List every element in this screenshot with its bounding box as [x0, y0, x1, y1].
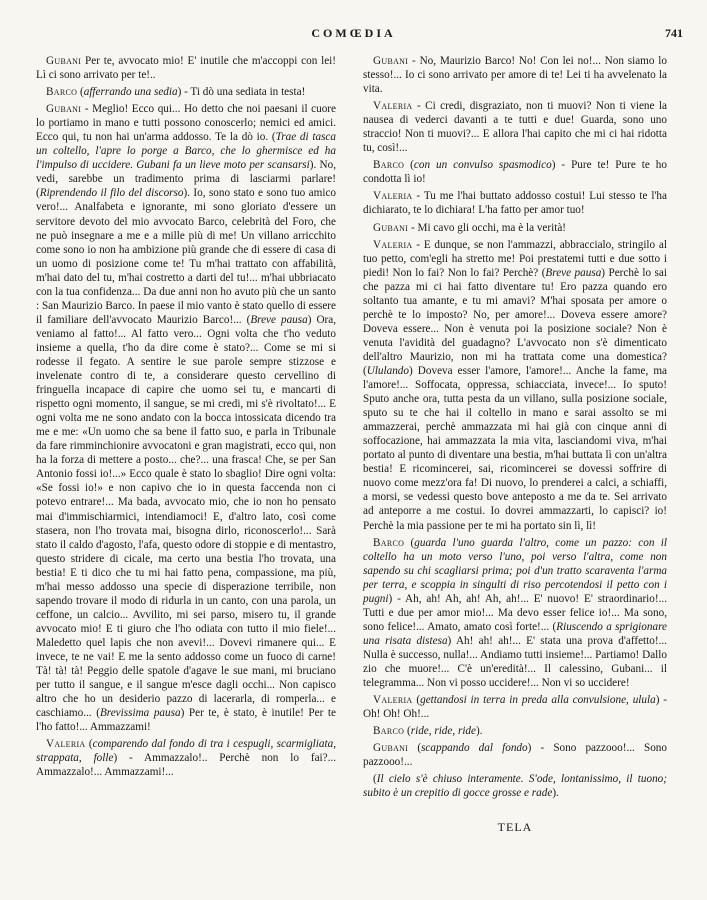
- speaker-name: Barco: [373, 536, 405, 549]
- paragraph: [36, 737, 336, 779]
- dialogue-text: (: [85, 738, 93, 751]
- dialogue-text: ) Ah! ah! ah!... E' stata una prova d'affetto!... Nulla è successo, nulla!... Andiamo tutti insieme!... Partiamo! Dallo zio che muore!... C'è un'eredità!... Il calessino, Gubani... il telegramma... Non vi posso uccidere!... Non vi so uccidere!: [363, 634, 667, 690]
- speaker-name: Valeria: [373, 694, 413, 707]
- paragraph: [36, 85, 336, 99]
- dialogue-text: ) Perchè lo sai che pazza mi ci hai fatto diventare tu! Ero pazza quando ero soltanto tua amante, e tu mi amavi? M'hai sposata per amore o perchè te lo imposto? No, per amore!... Doveva essere amore? Doveva essere... Non è venuta poi la posizione sociale? Non è venuta l'avidità del guadagno? L'avvocato non s'è dimenticato dell'altro Maurizio, non mi ha trattata come una domestica? (: [363, 266, 667, 377]
- dialogue-text: (: [404, 159, 414, 172]
- stage-direction: scappando dal fondo: [421, 742, 528, 755]
- speaker-name: Gubani: [373, 55, 409, 67]
- stage-direction: ride, ride, ride: [410, 725, 476, 738]
- dialogue-text: ).: [476, 725, 483, 738]
- stage-direction: con un convulso spasmodico: [413, 159, 552, 172]
- dialogue-text: ) Per te, è stato, è inutile! Per te l'ho fatto!... Ammazzami!: [36, 707, 336, 734]
- speaker-name: Barco: [373, 725, 405, 738]
- stage-direction: Breve pausa: [545, 266, 602, 279]
- dialogue-text: (: [77, 86, 84, 99]
- stage-direction: Breve pausa: [250, 313, 308, 326]
- paragraph: [363, 189, 667, 217]
- right-column: [363, 54, 667, 834]
- speaker-name: Valeria: [373, 190, 413, 203]
- speaker-name: Gubani: [373, 742, 409, 755]
- dialogue-text: ) - Ti dò una sediata in testa!: [177, 86, 306, 99]
- dialogue-text: ) Doveva esser l'amore, l'amore!... Anche la fame, ma l'amore!... Soffocata, oppressa, schiacciata, invece!... Io sputo! Sputo anche ora, tutta pesta da un villano, sulla posizione sociale, sputo su te che hai il coltello in mano e sarai assolto se mi ammazzerai, perchè ammazzata mi hai già con cinque anni di soffocazione, hai ammazzata la mia vita, lasciandomi viva, m'hai portato al punto di diventare una bestia, m'hai buttata lì con un'altra bestia! E ricomincerei, sai, ricomincerei se dovessi soffrire di nuovo come mezz'ora fa! Di nuovo, lo prenderei a calci, a schiaffi, a morsi, se vedessi questo bove anteposto a me da te. Sei arrivato ad anteporre a me costui. Io dovrei ammazzarti, lo capisci? io! Perchè la mia passione per te mi ha portato sin lì, lì!: [363, 364, 667, 532]
- dialogue-text: (: [404, 536, 415, 549]
- dialogue-text: ) - Sono pazzooo!... Sono pazzooo!...: [363, 742, 667, 769]
- stage-direction: Il cielo s'è chiuso interamente. S'ode, lontanissimo, il tuono; subito è un crepitio di gocce grosse e rade: [363, 773, 667, 800]
- stage-direction: Riprendendo il filo del discorso: [39, 187, 184, 200]
- speaker-name: Valeria: [373, 100, 413, 113]
- paragraph: [363, 724, 667, 738]
- dialogue-text: Per te, avvocato mio! E' inutile che m'accoppi con lei! Lì ci sono arrivato per te!..: [36, 55, 336, 82]
- dialogue-text: (: [408, 742, 422, 755]
- stage-direction: Trae di tasca un coltello, l'apre lo porge a Barco, che lo ghermisce ed ha l'impulso di uccidere. Gubani fa un lieve moto per scansarsi: [36, 131, 336, 172]
- stage-direction: Ululando: [366, 364, 409, 377]
- dialogue-text: - E dunque, se non l'ammazzi, abbraccialo, stringilo al tuo petto, com'egli ha stretto me! Poi prestatemi tutti e due sotto i piedi! Non lo fai? Non lo fai? Perchè? (: [363, 238, 667, 279]
- running-title: COMŒDIA: [311, 26, 396, 40]
- paragraph: [363, 238, 667, 533]
- stage-direction: Riuscendo a sprigionare una risata distesa: [363, 620, 667, 647]
- closing-word: TELA: [497, 820, 533, 835]
- dialogue-text: ) Ora, veniamo al fatto!... Al fatto vero... Ogni volta che t'ho veduto insieme a quella, t'ho da dire come è stato?... Come se mi si rodesse il fegato. A sentire le sue parole sempre stizzose e invelenate contro di te, a considerare questo cervellino di fringuella incapace di capire che uomo sei tu, e mancarti di rispetto ogni momento, il sangue, se mi credi, mi s'è rivoltato!... E ogni volta me ne sono andato con la bocca intossicata dicendo tra me e me: «Un uomo che sa bene il fatto suo, e parla in Tribunale da fare rimminchionire avvocatoni e gran magistrati, ecco qui, non ha la forza di mettere a posto... che?... una frasca! Che, se per San Antonio fossi io!...» Ecco quale è stato lo sbaglio! Dire ogni volta: «Se fossi io!» e non capivo che io in questa faccenda non ci potevo entrare!... Ma bada, avvocato mio, che io non ho pensato mai d'immischiarmici, intendiamoci! E, d'altro lato, così come stasera, non l'ho trovata mai, bisogna dirlo, riconoscerlo!... Sarà stato il caldo d'agosto, l'afa, questo odore di stoppie e di mentastro, questo stridere di cicale, ma certo una bestia l'ho trovata, una bestia! E ti dico che tu mi hai fatto pena, compassione, ma più, m'hai messo addosso una specie di disperazione terribile, non sapendo trovare il modo di ridurla in un canto, con una parola, un ceffone, un calcio... Avvilito, mi sei parso, misero tu, il grande avvocato mio! E ti giuro che l'ho odiata con tutto il mio fiele!... Maledetto quel lapis che non avevi!... Dovevi rimanere qui... E invece, te ne vai! E me la sento addosso come un fuoco di carne! Tà! tà! tà! Peggio delle spatole d'agave le sue mani, mi bruciano per tutto il sangue, e il sangue m'esce dagli occhi... Non capisco altro che ho un desiderio pazzo di lacerarla, di romperla... e caschiamo... (: [36, 313, 337, 720]
- paragraph: [363, 772, 667, 800]
- speaker-name: Barco: [46, 86, 78, 99]
- dialogue-text: ).: [552, 787, 559, 800]
- speaker-name: Valeria: [373, 238, 413, 251]
- stage-direction: afferrando una sedia: [83, 86, 178, 99]
- dialogue-text: - Mi cavo gli occhi, ma è la verità!: [408, 221, 567, 234]
- page-header: [0, 26, 707, 46]
- left-column: [36, 54, 336, 782]
- stage-direction: Brevissima pausa: [99, 707, 181, 720]
- dialogue-text: - Tu me l'hai buttato addosso costui! Lui stesso te l'ha dichiarato, te lo dichiara! L'ha fatto per amor tuo!: [363, 190, 667, 217]
- paragraph: [363, 99, 667, 155]
- speaker-name: Gubani: [46, 103, 82, 116]
- paragraph: [36, 54, 336, 82]
- speaker-name: Barco: [373, 159, 405, 172]
- dialogue-text: - Ci credi, disgraziato, non ti muovi? Non ti viene la nausea di vederci davanti a te tutti e due! Guarda, sono uno straccio! Non ti muovi?... E allora l'hai capito che mi ci hai ridotta tu, così!...: [363, 100, 667, 155]
- right-column-body: [363, 54, 667, 800]
- paragraph: [363, 221, 667, 235]
- dialogue-text: ) - Pure te! Pure te ho condotta lì io!: [363, 159, 667, 186]
- dialogue-text: - No, Maurizio Barco! No! Con lei no!... Non siamo lo stesso!... Io ci sono arrivato per amore di te! Lei ti ha avvelenato la vita.: [363, 55, 667, 96]
- dialogue-text: ). Io, sono stato e sono tuo amico vero!... Analfabeta e ignorante, mi sono gloriato d'essere un servitore devoto del mio avvocato Barco, celebrità del Foro, che ne può insegnare a me e a mille più di me! Un villano arricchito come sono io non ha ambizione più grande che di essere di casa di un uomo di posizione come te! Tu m'hai trattato con affabilità, m'hai dato del tu, m'hai costretto a darti del tu!... m'hai ubbriacato con la tua confidenza... Da due anni non ho avuto più che un santo : San Maurizio Barco. In paese il mio vanto è stato quello di essere il familiare dell'avvocato Maurizio Barco!... (: [36, 187, 337, 326]
- paragraph: [36, 102, 336, 734]
- dialogue-text: (: [373, 773, 377, 786]
- paragraph: [363, 693, 667, 721]
- speaker-name: Gubani: [373, 221, 409, 234]
- stage-direction: gettandosi in terra in preda alla convulsione, ulula: [420, 694, 656, 707]
- dialogue-text: ) - Ammazzalo!.. Perchè non lo fai?... Ammazzalo!... Ammazzami!...: [36, 752, 336, 779]
- dialogue-text: (: [404, 725, 411, 738]
- paragraph: [363, 54, 667, 96]
- paragraph: [363, 158, 667, 186]
- speaker-name: Valeria: [46, 738, 86, 751]
- dialogue-text: ). No, vedi, sarebbe un tradimento prima di lasciarmi parlare! (: [36, 159, 336, 200]
- dialogue-text: (: [412, 694, 421, 707]
- speaker-name: Gubani: [46, 55, 82, 67]
- dialogue-text: ) - Ah, ah! Ah, ah! Ah, ah!... E' nuovo! E' straordinario!... Tutti e due per amor mio!... Ma devo esser felice io!... Ma sono, sono felice!... Amato, amato così forte!... (: [363, 592, 667, 633]
- paragraph: [363, 741, 667, 769]
- dialogue-text: ) - Oh! Oh! Oh!...: [363, 694, 667, 721]
- dialogue-text: - Meglio! Ecco qui... Ho detto che noi paesani il cuore lo portiamo in mano e tutti possono conoscerlo; nemici ed amici. Ecco qui, tu non hai un'arma addosso. Te la dò io. (: [36, 103, 336, 144]
- stage-direction: guarda l'uno guarda l'altro, come un pazzo: con il coltello ha un moto verso l'uno, poi verso l'altra, come non sapendo su chi scagliarsi prima; poi d'un tratto scaraventa l'arma per terra, e scoppia in singulti di riso percotendosi il petto con i pugni: [363, 536, 667, 605]
- stage-direction: comparendo dal fondo di tra i cespugli, scarmigliata, strappata, folle: [36, 738, 336, 765]
- page-number: 741: [665, 26, 683, 40]
- paragraph: [363, 536, 667, 691]
